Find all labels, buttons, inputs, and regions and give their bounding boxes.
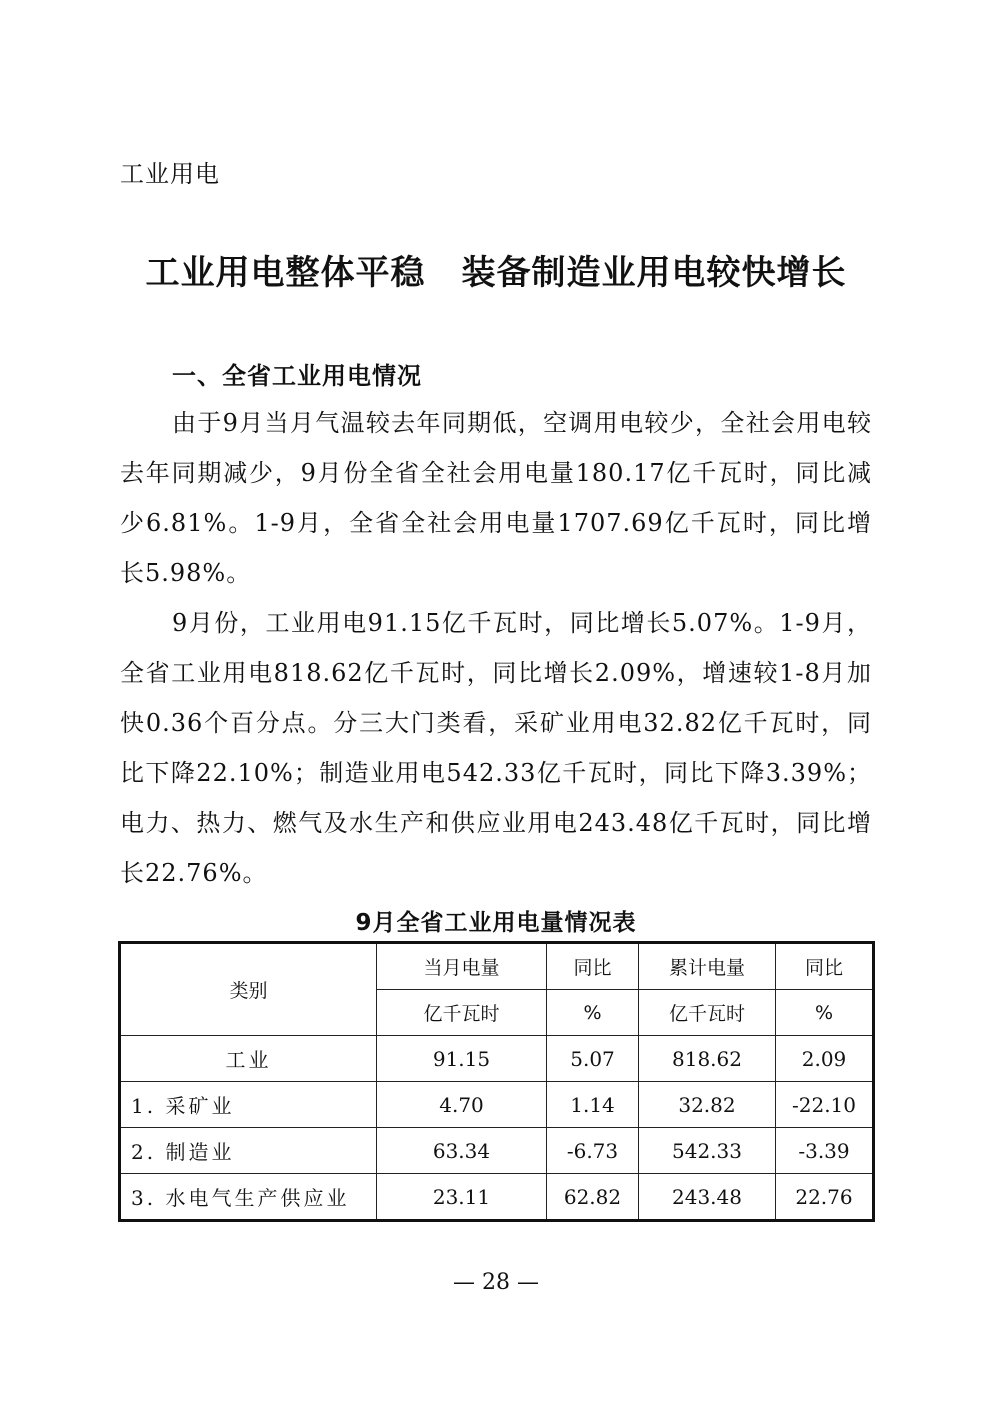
cell-value: 4.70 (377, 1082, 547, 1128)
cell-value: -6.73 (547, 1128, 639, 1174)
row-category: 工业 (120, 1036, 377, 1082)
header-monthly-yoy: 同比 (547, 943, 639, 990)
unit-cumulative-usage: 亿千瓦时 (639, 990, 776, 1036)
unit-cumulative-yoy: % (776, 990, 874, 1036)
row-category: 3. 水电气生产供应业 (120, 1174, 377, 1221)
title-part-2: 装备制造业用电较快增长 (461, 253, 847, 293)
cell-value: 62.82 (547, 1174, 639, 1221)
section-tag: 工业用电 (120, 160, 220, 188)
table-header-row (120, 943, 874, 990)
paragraph-2: 9月份，工业用电91.15亿千瓦时，同比增长5.07%。1-9月，全省工业用电818.62亿千瓦时，同比增长2.09%，增速较1-8月加快0.36个百分点。分三大门类看，采矿业用电32.82亿千瓦时，同比下降22.10%；制造业用电542.33亿千瓦时，同比下降3.39%；电力、热力、燃气及水生产和供应业用电243.48亿千瓦时，同比增长22.76%。 (120, 609, 872, 887)
table-title: 9月全省工业用电量情况表 (355, 910, 637, 936)
electricity-table (118, 941, 875, 1222)
title-part-1: 工业用电整体平稳 (145, 253, 426, 293)
cell-value: 23.11 (377, 1174, 547, 1221)
cell-value: 32.82 (639, 1082, 776, 1128)
header-cumulative-yoy: 同比 (776, 943, 874, 990)
section-heading: 一、全省工业用电情况 (172, 362, 422, 390)
paragraph-1: 由于9月当月气温较去年同期低，空调用电较少，全社会用电较去年同期减少，9月份全省全社会用电量180.17亿千瓦时，同比减少6.81%。1-9月，全省全社会用电量1707.69亿千瓦时，同比增长5.98%。 (120, 409, 872, 587)
table-row (120, 1082, 874, 1128)
cell-value: -22.10 (776, 1082, 874, 1128)
cell-value: 22.76 (776, 1174, 874, 1221)
row-category: 1. 采矿业 (120, 1082, 377, 1128)
cell-value: -3.39 (776, 1128, 874, 1174)
cell-value: 542.33 (639, 1128, 776, 1174)
header-monthly-usage: 当月电量 (377, 943, 547, 990)
unit-monthly-yoy: % (547, 990, 639, 1036)
table-row (120, 1036, 874, 1082)
table-row (120, 1174, 874, 1221)
cell-value: 243.48 (639, 1174, 776, 1221)
cell-value: 2.09 (776, 1036, 874, 1082)
header-cumulative-usage: 累计电量 (639, 943, 776, 990)
unit-monthly-usage: 亿千瓦时 (377, 990, 547, 1036)
cell-value: 91.15 (377, 1036, 547, 1082)
cell-value: 63.34 (377, 1128, 547, 1174)
cell-value: 818.62 (639, 1036, 776, 1082)
table-row (120, 1128, 874, 1174)
row-category: 2. 制造业 (120, 1128, 377, 1174)
header-category: 类别 (120, 943, 377, 1036)
cell-value: 1.14 (547, 1082, 639, 1128)
cell-value: 5.07 (547, 1036, 639, 1082)
page-number: — 28 — (453, 1270, 539, 1295)
page-title (0, 245, 992, 294)
